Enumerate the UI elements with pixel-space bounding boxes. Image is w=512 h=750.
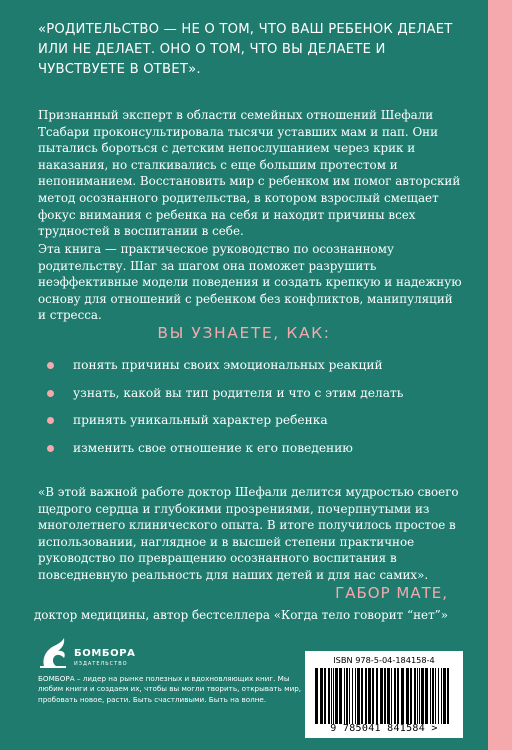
description-paragraph-2: Эта книга — практическое руководство по осознанному родительству. Шаг за шагом она поможет разрушить неэффективные модели поведения и создать крепкую и надежную основу для отношений с ребенком без конфликтов, манипуляций и стресса.	[38, 242, 462, 323]
pink-spine-strip	[488, 0, 512, 750]
learn-item-text: изменить свое отношение к его поведению	[73, 440, 353, 455]
bombora-wave-icon	[38, 636, 68, 670]
barcode-icon	[315, 668, 451, 724]
barcode-number: 9 785041 841584 >	[330, 723, 438, 734]
endorsement-author: ГАБОР МАТЕ,	[335, 584, 448, 602]
learn-list	[38, 357, 458, 467]
publisher-logo	[38, 636, 148, 670]
description-paragraph-1: Признанный эксперт в области семейных отношений Шефали Тсабари проконсультировала тысячи уставших мам и пап. Они пытались бороться с детским непослушанием через крик и наказания, но сталкивались с еще большим протестом и непониманием. Восстановить мир с ребенком им помог авторский метод осознанного родительства, в котором взрослый смещает фокус внимания с ребенка на себя и находит причины всех трудностей в воспитании в себе.	[38, 108, 461, 239]
bullet-dot-icon	[47, 417, 54, 424]
bullet-dot-icon	[47, 390, 54, 397]
learn-list-item	[38, 412, 458, 440]
learn-item-text: узнать, какой вы тип родителя и что с этим делать	[73, 385, 404, 400]
bullet-dot-icon	[47, 445, 54, 452]
learn-list-item	[38, 385, 458, 413]
learn-list-item	[38, 440, 458, 468]
you-will-learn-heading: ВЫ УЗНАЕТЕ, КАК:	[157, 324, 331, 342]
barcode-panel	[305, 651, 463, 738]
top-quote: «РОДИТЕЛЬСТВО — НЕ О ТОМ, ЧТО ВАШ РЕБЕНОК ДЕЛАЕТ ИЛИ НЕ ДЕЛАЕТ. ОНО О ТОМ, ЧТО ВЫ ДЕЛАЕТЕ И ЧУВСТВУЕТЕ В ОТВЕТ».	[38, 22, 453, 77]
publisher-blurb: БОМБОРА – лидер на рынке полезных и вдохновляющих книг. Мы любим книги и создаем их, чтобы вы могли творить, открывать мир, пробовать новое, расти. Быть счастливыми. Быть на волне.	[38, 674, 302, 704]
publisher-label: ИЗДАТЕЛЬСТВО	[74, 661, 128, 667]
endorsement-quote: «В этой важной работе доктор Шефали делится мудростью своего щедрого сердца и глубокими прозрениями, почерпнутыми из многолетнего клинического опыта. В итоге получилось простое в использовании, наглядное и в высшей степени практичное руководство по превращению осознанного воспитания в повседневную реальность для наших детей и для нас самих».	[38, 485, 459, 582]
learn-item-text: принять уникальный характер ребенка	[73, 413, 328, 427]
learn-item-text: понять причины своих эмоциональных реакций	[73, 358, 383, 372]
learn-list-item	[38, 357, 458, 385]
publisher-name: БОМБОРА	[74, 648, 136, 659]
isbn-text: ISBN 978-5-04-184158-4	[333, 655, 435, 665]
endorsement-author-description: доктор медицины, автор бестселлера «Когда тело говорит “нет”»	[33, 608, 448, 622]
bullet-dot-icon	[47, 362, 54, 369]
